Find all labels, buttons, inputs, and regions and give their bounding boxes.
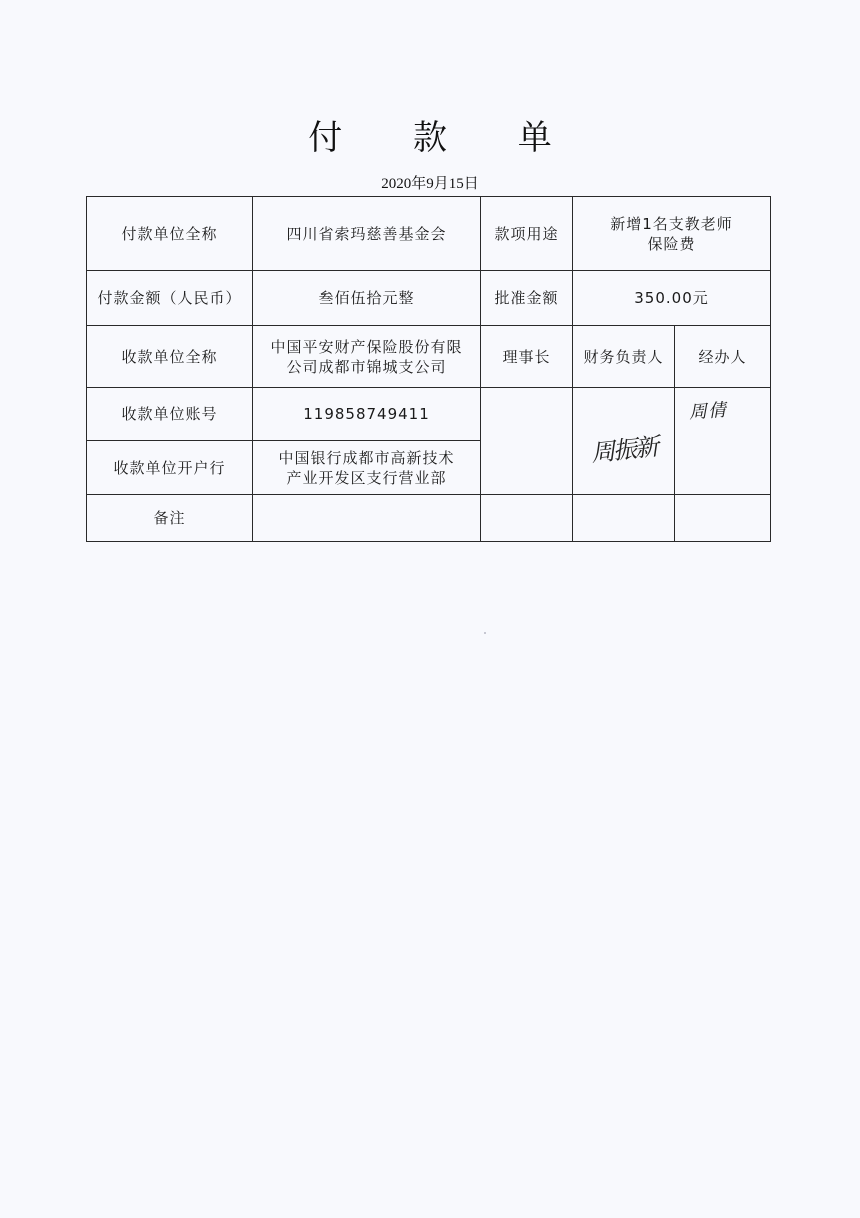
- payee-name-line2: 公司成都市锦城支公司: [286, 357, 447, 376]
- bank-line2: 产业开发区支行营业部: [286, 468, 447, 487]
- account-label: 收款单位账号: [87, 388, 253, 441]
- payee-name-line1: 中国平安财产保险股份有限: [270, 337, 463, 356]
- amount-cn-value: 叁佰伍拾元整: [253, 271, 481, 326]
- document-title: 付 款 单: [308, 118, 582, 158]
- scan-speck: [484, 632, 486, 634]
- bank-line1: 中国银行成都市高新技术: [278, 448, 455, 467]
- purpose-label: 款项用途: [481, 197, 573, 271]
- row-payee: [87, 326, 771, 388]
- payer-name-label: 付款单位全称: [87, 197, 253, 271]
- approved-amount-value: 350.00元: [573, 271, 771, 326]
- payment-form-table: [86, 196, 771, 542]
- purpose-value: [573, 197, 771, 271]
- remark-cell-5: [675, 495, 771, 542]
- handler-label: 经办人: [675, 326, 771, 388]
- remark-value: [253, 495, 481, 542]
- chairman-label: 理事长: [481, 326, 573, 388]
- row-remark: [87, 495, 771, 542]
- bank-value: [253, 441, 481, 495]
- row-amount: [87, 271, 771, 326]
- finance-signature-cell: [573, 388, 675, 495]
- remark-cell-3: [481, 495, 573, 542]
- finance-signature: 周振新: [589, 432, 658, 467]
- remark-label: 备注: [87, 495, 253, 542]
- handler-signature: 周倩: [688, 399, 728, 424]
- bank-label: 收款单位开户行: [87, 441, 253, 495]
- approved-amount-label: 批准金额: [481, 271, 573, 326]
- payee-name-value: [253, 326, 481, 388]
- amount-cn-label: 付款金额（人民币）: [87, 271, 253, 326]
- purpose-value-line2: 保险费: [647, 234, 696, 253]
- purpose-value-line1: 新增1名支教老师: [610, 214, 733, 233]
- document-date: 2020年9月15日: [381, 176, 479, 192]
- row-account: [87, 388, 771, 441]
- chairman-signature-cell: [481, 388, 573, 495]
- finance-head-label: 财务负责人: [573, 326, 675, 388]
- payer-name-value: 四川省索玛慈善基金会: [253, 197, 481, 271]
- remark-cell-4: [573, 495, 675, 542]
- handler-signature-cell: [675, 388, 771, 495]
- row-payer: [87, 197, 771, 271]
- account-value: 119858749411: [253, 388, 481, 441]
- payee-name-label: 收款单位全称: [87, 326, 253, 388]
